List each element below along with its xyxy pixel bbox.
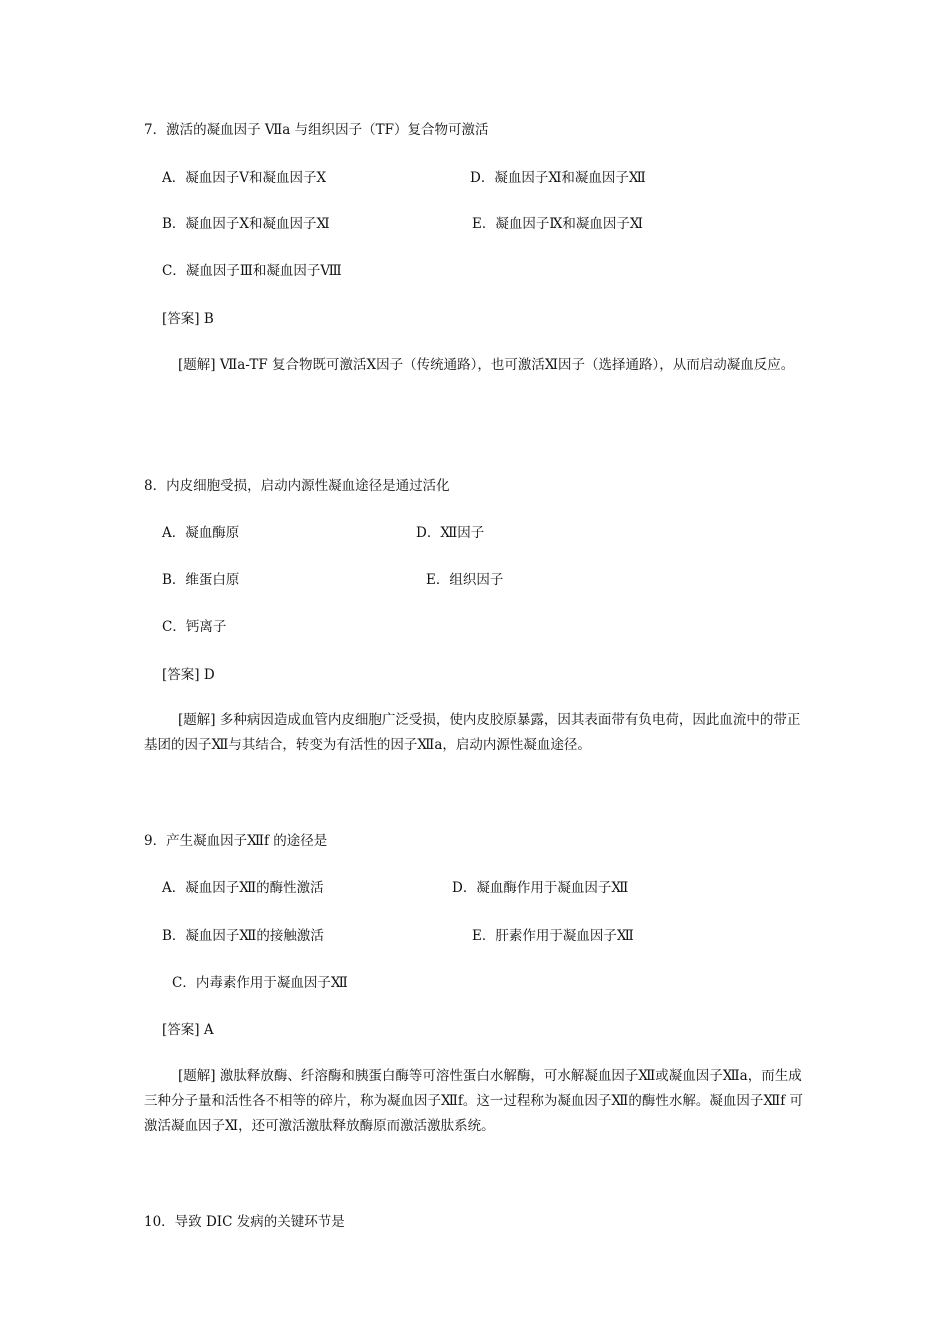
- question-7-option-e: E．凝血因子Ⅸ和凝血因子Ⅺ: [472, 216, 643, 232]
- question-8-explanation: [题解] 多种病因造成血管内皮细胞广泛受损，使内皮胶原暴露，因其表面带有负电荷，因此血流中的带正基团的因子Ⅻ与其结合，转变为有活性的因子Ⅻa，启动内源性凝血途径。: [144, 712, 801, 753]
- question-8-option-e: E．组织因子: [426, 572, 504, 588]
- question-7-option-c: C．凝血因子Ⅲ和凝血因子Ⅷ: [162, 263, 342, 279]
- question-8-option-a: A．凝血酶原: [162, 525, 240, 541]
- question-7-stem: 7．激活的凝血因子 Ⅶa 与组织因子（TF）复合物可激活: [144, 122, 489, 138]
- question-9-answer: [答案] A: [162, 1022, 214, 1038]
- question-9-explanation: [题解] 激肽释放酶、纤溶酶和胰蛋白酶等可溶性蛋白水解酶，可水解凝血因子Ⅻ或凝血因子Ⅻa，而生成三种分子量和活性各不相等的碎片，称为凝血因子Ⅻf。这一过程称为凝血因子Ⅻ的酶性水解。凝血因子Ⅻf 可激活凝血因子Ⅺ，还可激活激肽释放酶原而激活激肽系统。: [144, 1068, 804, 1134]
- question-8-stem: 8．内皮细胞受损，启动内源性凝血途径是通过活化: [144, 478, 450, 494]
- question-9-option-c: C．内毒素作用于凝血因子Ⅻ: [172, 975, 348, 991]
- question-9-option-e: E．肝素作用于凝血因子Ⅻ: [472, 928, 634, 944]
- question-7-option-d: D．凝血因子Ⅺ和凝血因子Ⅻ: [470, 170, 646, 186]
- question-8-option-c: C．钙离子: [162, 619, 227, 635]
- question-9-stem: 9．产生凝血因子Ⅻf 的途径是: [144, 833, 328, 849]
- question-9-option-d: D．凝血酶作用于凝血因子Ⅻ: [452, 880, 629, 896]
- question-7-answer: [答案] B: [162, 311, 214, 327]
- question-9-option-a: A．凝血因子Ⅻ的酶性激活: [162, 880, 324, 896]
- question-8-option-d: D．Ⅻ因子: [416, 525, 485, 541]
- question-7-option-b: B．凝血因子Ⅹ和凝血因子Ⅺ: [162, 216, 330, 232]
- question-7-explanation: [题解] Ⅶa-TF 复合物既可激活Ⅹ因子（传统通路），也可激活Ⅺ因子（选择通路），从而启动凝血反应。: [178, 357, 795, 373]
- question-8-option-b: B．维蛋白原: [162, 572, 240, 588]
- question-10-stem: 10．导致 DIC 发病的关键环节是: [144, 1214, 345, 1230]
- question-7-option-a: A．凝血因子Ⅴ和凝血因子Ⅹ: [162, 170, 327, 186]
- question-8-answer: [答案] D: [162, 667, 215, 683]
- question-9-option-b: B．凝血因子Ⅻ的接触激活: [162, 928, 324, 944]
